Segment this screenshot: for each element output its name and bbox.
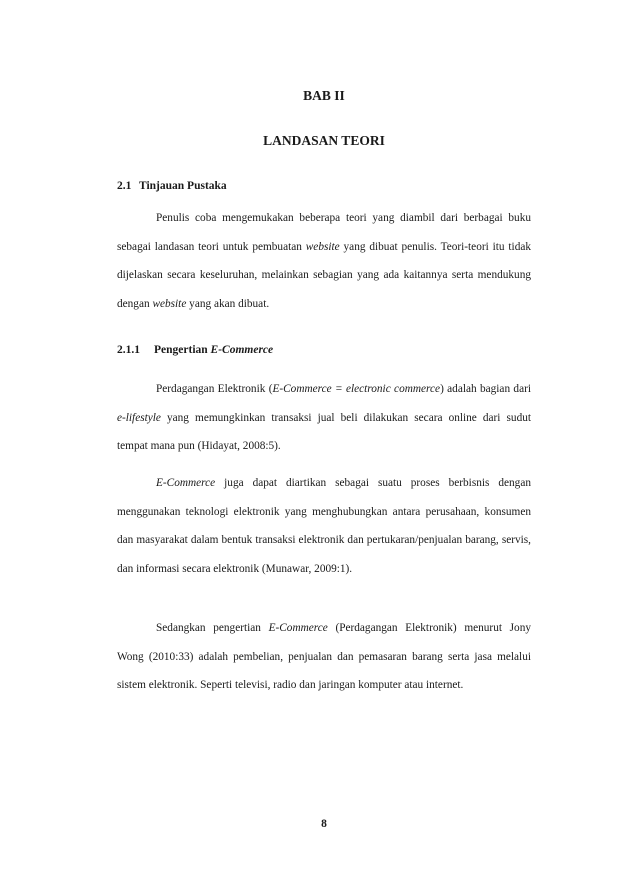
text-run: yang memungkinkan transaksi jual beli dilakukan secara online dari sudut tempat mana pun (Hidayat, 2008:5). (117, 411, 531, 453)
text-run: juga dapat diartikan sebagai suatu proses berbisnis dengan menggunakan teknologi elektronik yang menghubungkan antara perusahaan, konsumen dan masyarakat dalam bentuk transaksi elektronik dan pertukaran/penjualan barang, servis, dan informasi secara elektronik (Munawar, 2009:1). (117, 477, 531, 575)
italic-term: website (152, 297, 187, 310)
italic-term: E-Commerce = electronic commerce (272, 383, 441, 395)
text-run: Penulis coba mengemukakan beberapa teori yang diambil dari berbagai buku sebagai landasan teori untuk pembuatan (117, 212, 531, 253)
text-run: Sedangkan pengertian (156, 622, 269, 634)
paragraph-definition-1 (117, 375, 531, 461)
section-title: Tinjauan Pustaka (139, 180, 227, 192)
section-title: Pengertian (154, 344, 211, 356)
chapter-number: BAB II (303, 88, 345, 103)
text-run: yang dibuat penulis. Teori-teori itu tidak dijelaskan secara keseluruhan, melainkan sebagian yang ada kaitannya serta mendukung dengan (117, 240, 532, 310)
section-heading-2-1 (117, 180, 227, 192)
chapter-title: LANDASAN TEORI (263, 133, 385, 148)
paragraph-definition-3 (117, 614, 531, 700)
text-run: Perdagangan Elektronik ( (156, 383, 273, 395)
italic-term: E-Commerce (268, 622, 328, 634)
paragraph-definition-2 (117, 469, 531, 583)
section-title-italic: E-Commerce (210, 344, 274, 356)
section-number: 2.1 (117, 180, 132, 192)
section-heading-2-1-1 (117, 344, 273, 356)
italic-term: E-Commerce (156, 477, 216, 489)
section-number: 2.1.1 (117, 344, 140, 356)
italic-term: website (305, 240, 340, 253)
italic-term: e-lifestyle (117, 411, 161, 424)
page-number: 8 (321, 818, 327, 830)
text-run: (Perdagangan Elektronik) menurut Jony Wong (2010:33) adalah pembelian, penjualan dan pemasaran barang serta jasa melalui sistem elektronik. Seperti televisi, radio dan jaringan komputer atau internet. (117, 622, 531, 692)
text-run: yang akan dibuat. (186, 297, 270, 310)
paragraph-tinjauan-pustaka (117, 204, 531, 318)
text-run: ) adalah bagian dari (440, 383, 531, 395)
